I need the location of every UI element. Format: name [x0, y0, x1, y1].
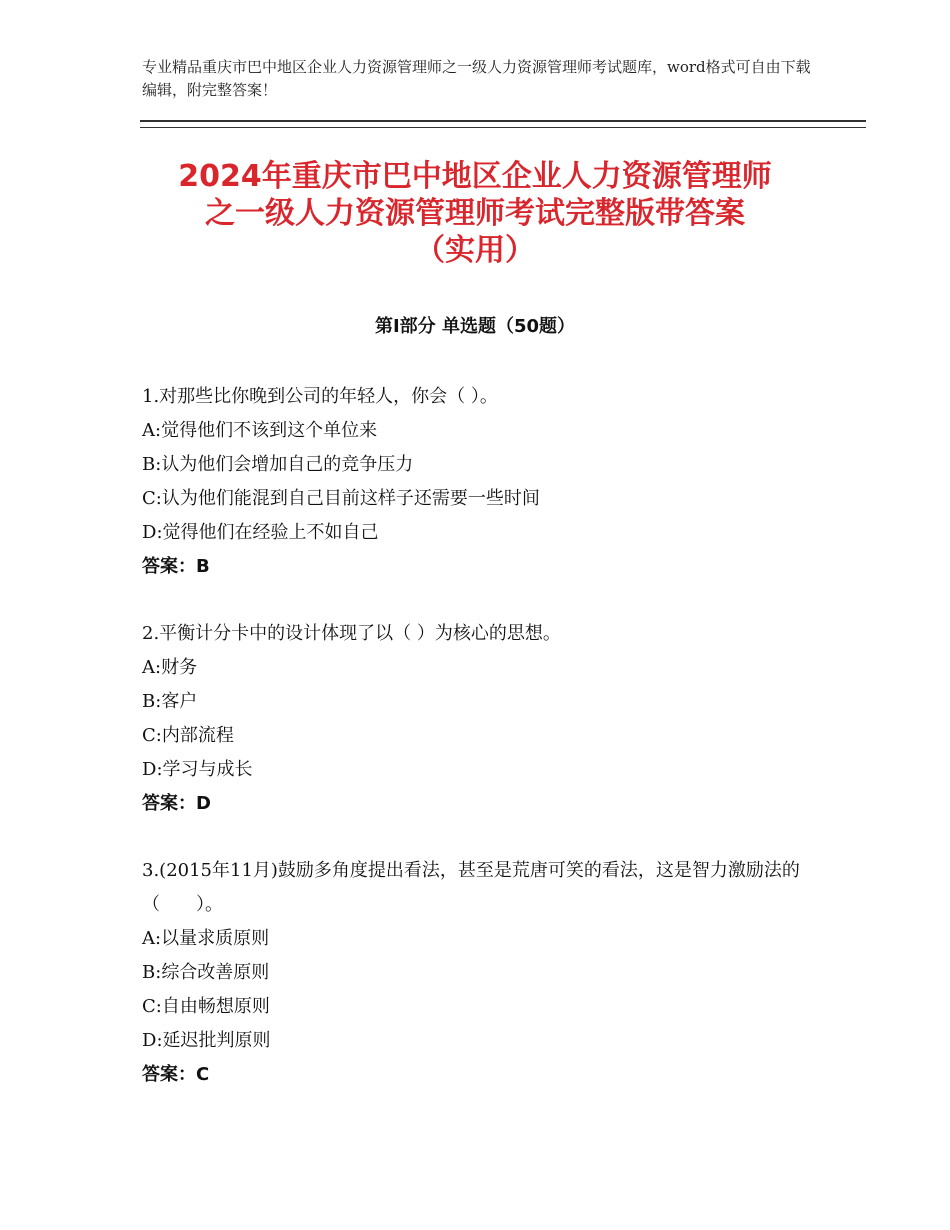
- option-d: D:学习与成长: [142, 753, 822, 787]
- option-key: D: [142, 1030, 157, 1051]
- option-text: 觉得他们不该到这个单位来: [161, 420, 378, 441]
- option-d: D:觉得他们在经验上不如自己: [142, 516, 822, 550]
- option-c: C:自由畅想原则: [142, 990, 822, 1024]
- option-key: A: [142, 657, 155, 678]
- answer-line: [142, 1058, 822, 1092]
- answer-label: 答案：: [142, 1064, 196, 1085]
- option-text: 财务: [161, 657, 198, 678]
- option-a: A:以量求质原则: [142, 922, 822, 956]
- header-divider: [140, 120, 866, 128]
- option-key: D: [142, 759, 157, 780]
- answer-line: [142, 787, 822, 821]
- option-c: C:认为他们能混到自己目前这样子还需要一些时间: [142, 482, 822, 516]
- option-b: B:综合改善原则: [142, 956, 822, 990]
- option-key: C: [142, 488, 156, 509]
- option-key: C: [142, 725, 156, 746]
- option-c: C:内部流程: [142, 719, 822, 753]
- answer-value: B: [196, 556, 210, 577]
- option-text: 学习与成长: [162, 759, 253, 780]
- question-2: [142, 617, 822, 821]
- section-title: 第Ⅰ部分 单选题（50题）: [374, 316, 575, 337]
- answer-label: 答案：: [142, 793, 196, 814]
- option-key: B: [142, 454, 156, 475]
- document-title-line2: 之一级人力资源管理师考试完整版带答案: [205, 196, 745, 231]
- option-text: 客户: [161, 691, 198, 712]
- option-text: 内部流程: [161, 725, 234, 746]
- option-text: 认为他们会增加自己的竞争压力: [161, 454, 414, 475]
- option-key: B: [142, 962, 156, 983]
- option-d: D:延迟批判原则: [142, 1024, 822, 1058]
- option-key: C: [142, 996, 156, 1017]
- answer-label: 答案：: [142, 556, 196, 577]
- option-b: B:认为他们会增加自己的竞争压力: [142, 448, 822, 482]
- answer-value: D: [196, 793, 211, 814]
- question-list: [142, 380, 822, 1125]
- option-text: 觉得他们在经验上不如自己: [162, 522, 379, 543]
- option-key: D: [142, 522, 157, 543]
- option-a: A:觉得他们不该到这个单位来: [142, 414, 822, 448]
- option-key: A: [142, 420, 155, 441]
- document-title-line3: （实用）: [415, 233, 535, 268]
- document-title: [130, 158, 820, 269]
- option-b: B:客户: [142, 685, 822, 719]
- option-text: 认为他们能混到自己目前这样子还需要一些时间: [161, 488, 540, 509]
- option-text: 延迟批判原则: [162, 1030, 271, 1051]
- header-note: 专业精品重庆市巴中地区企业人力资源管理师之一级人力资源管理师考试题库，word格式可自由下载编辑，附完整答案！: [142, 58, 811, 99]
- answer-value: C: [196, 1064, 210, 1085]
- option-key: A: [142, 928, 155, 949]
- question-stem: 1.对那些比你晚到公司的年轻人，你会（ ）。: [142, 386, 498, 407]
- option-key: B: [142, 691, 156, 712]
- answer-line: [142, 550, 822, 584]
- document-title-line1: 2024年重庆市巴中地区企业人力资源管理师: [178, 159, 772, 194]
- option-text: 以量求质原则: [161, 928, 270, 949]
- question-stem: 3.(2015年11月)鼓励多角度提出看法，甚至是荒唐可笑的看法，这是智力激励法的（ ）。: [142, 860, 800, 915]
- question-stem: 2.平衡计分卡中的设计体现了以（ ）为核心的思想。: [142, 623, 561, 644]
- option-text: 自由畅想原则: [161, 996, 270, 1017]
- question-3: [142, 854, 822, 1092]
- question-1: [142, 380, 822, 584]
- option-text: 综合改善原则: [161, 962, 270, 983]
- option-a: A:财务: [142, 651, 822, 685]
